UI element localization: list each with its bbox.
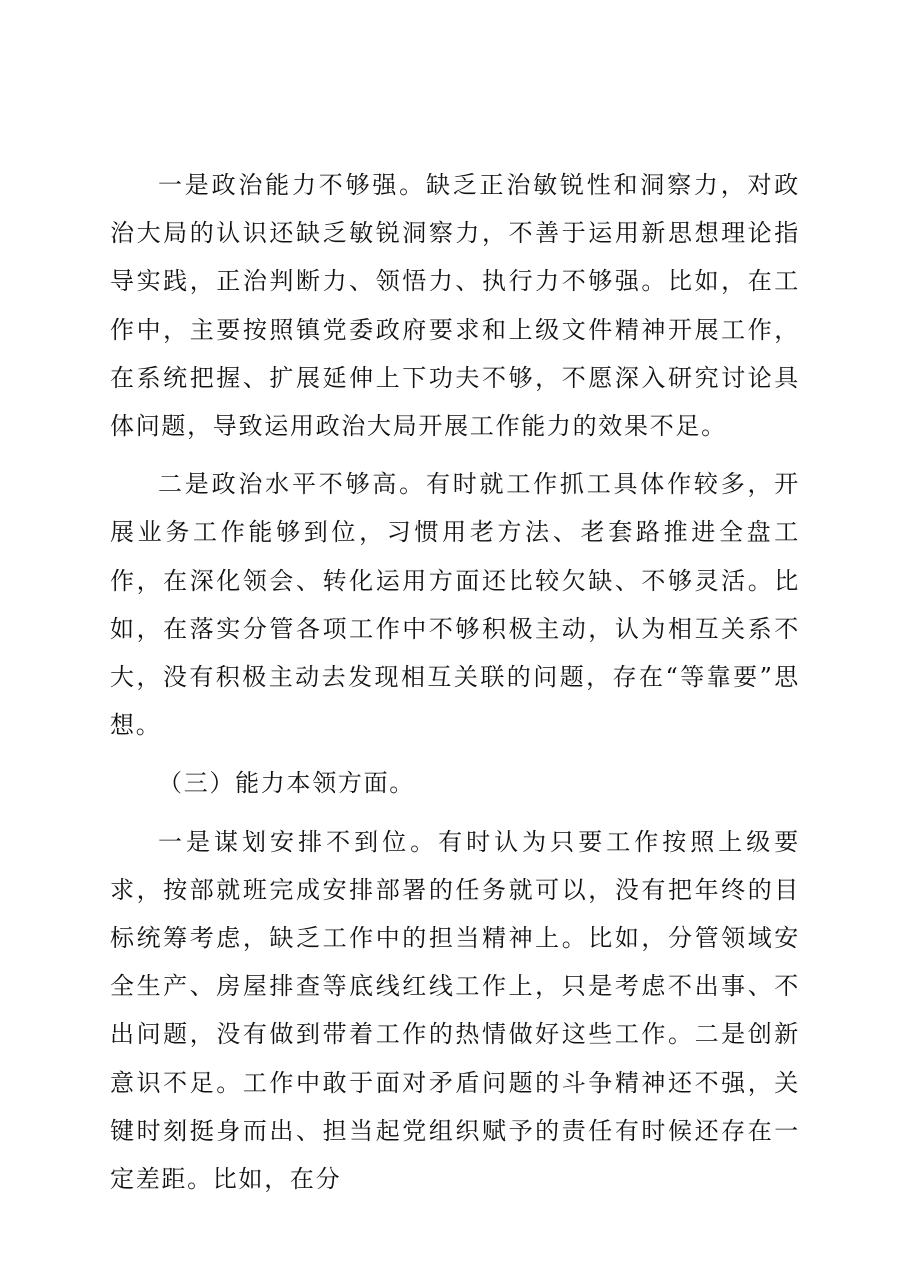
section-heading-ability: （三）能力本领方面。 [158, 769, 415, 798]
paragraph-political-ability: 一是政治能力不够强。缺乏正治敏锐性和洞察力，对政治大局的认识还缺乏敏锐洞察力，不善于运用新思想理论指导实践，正治判断力、领悟力、执行力不够强。比如，在工作中，主要按照镇党委政府要求和上级文件精神开展工作，在系统把握、扩展延伸上下功夫不够，不愿深入研究讨论具体问题，导致运用政治大局开展工作能力的效果不足。 [110, 171, 800, 441]
paragraph-political-level: 二是政治水平不够高。有时就工作抓工具体作较多，开展业务工作能够到位，习惯用老方法、老套路推进全盘工作，在深化领会、转化运用方面还比较欠缺、不够灵活。比如，在落实分管各项工作中不够积极主动，认为相互关系不大，没有积极主动去发现相互关联的问题，存在“等靠要”思想。 [110, 470, 800, 740]
paragraph-planning: 一是谋划安排不到位。有时认为只要工作按照上级要求，按部就班完成安排部署的任务就可以，没有把年终的目标统筹考虑，缺乏工作中的担当精神上。比如，分管领域安全生产、房屋排查等底线红线工作上，只是考虑不出事、不出问题，没有做到带着工作的热情做好这些工作。二是创新意识不足。工作中敢于面对矛盾问题的斗争精神还不强，关键时刻挺身而出、担当起党组织赋予的责任有时候还存在一定差距。比如，在分 [110, 827, 800, 1194]
document-body [110, 161, 800, 1213]
